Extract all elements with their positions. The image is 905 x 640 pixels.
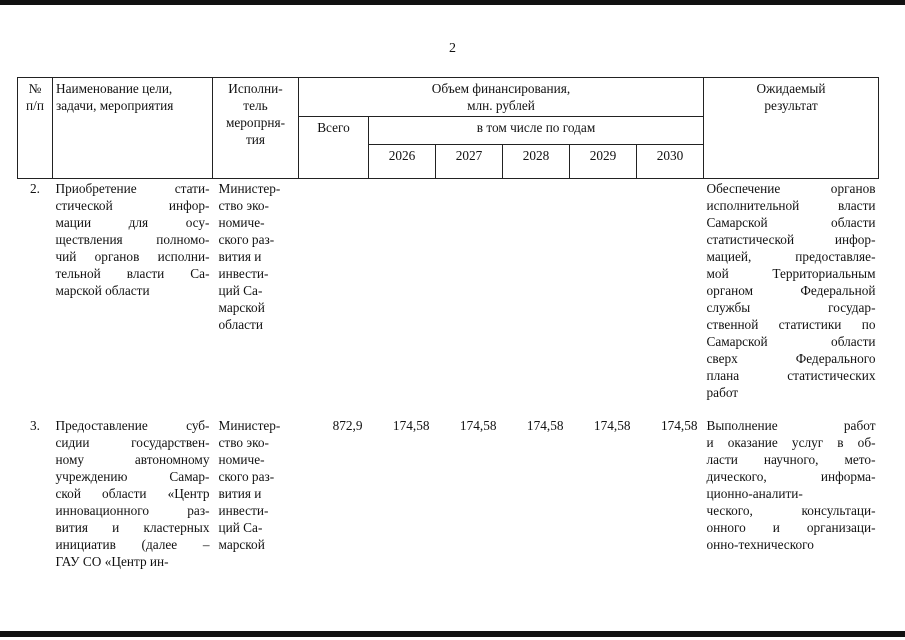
header-year: 2029 bbox=[570, 145, 637, 179]
row-year-value: 174,58 bbox=[392, 418, 430, 433]
funding-table bbox=[17, 77, 879, 570]
header-year: 2027 bbox=[436, 145, 503, 179]
header-year: 2030 bbox=[637, 145, 704, 179]
row-year-value: 174,58 bbox=[593, 418, 631, 433]
header-by-years: в том числе по годам bbox=[369, 117, 704, 145]
table-row bbox=[18, 417, 879, 570]
row-name-cell: Приобретение стати- стической инфор- мации для осу- ществления полномо- чий органов исполни- тельной власти Са- марской области bbox=[55, 181, 210, 298]
row-number: 3. bbox=[30, 418, 40, 433]
row-executor-cell: Министер- ство эко- номиче- ского раз- вития и инвести- ций Са- марской области bbox=[218, 181, 281, 332]
row-year-value bbox=[369, 179, 436, 402]
bottom-border-rule bbox=[0, 631, 905, 637]
header-result: Ожидаемый результат bbox=[704, 78, 879, 179]
top-border-rule bbox=[0, 0, 905, 5]
row-year-value bbox=[503, 179, 570, 402]
row-result-cell: Выполнение работ и оказание услуг в об- ласти научного, мето- дического, информа- ционно-аналити- ческого, консультаци- онного и организаци- онно-технического bbox=[706, 418, 876, 552]
header-total: Всего bbox=[299, 117, 369, 179]
table-row bbox=[18, 179, 879, 402]
header-funding: Объем финансирования, млн. рублей bbox=[299, 78, 704, 117]
row-spacer bbox=[18, 401, 879, 417]
row-year-value: 174,58 bbox=[660, 418, 698, 433]
row-number: 2. bbox=[30, 181, 40, 196]
header-number: № п/п bbox=[18, 78, 53, 179]
header-executor: Исполни- тель меропрня- тия bbox=[213, 78, 299, 179]
row-year-value: 174,58 bbox=[459, 418, 497, 433]
header-year: 2026 bbox=[369, 145, 436, 179]
row-result-cell: Обеспечение органов исполнительной власти Самарской области статистической инфор- мацией, предоставляе- мой Территориальным органом Федеральной службы государ- ственной статистики по Самарской области сверх Федерального плана статистических работ bbox=[706, 181, 876, 400]
row-year-value bbox=[436, 179, 503, 402]
row-executor-cell: Министер- ство эко- номиче- ского раз- вития и инвести- ций Са- марской bbox=[218, 418, 281, 552]
row-year-value: 174,58 bbox=[526, 418, 564, 433]
row-name-cell: Предоставление суб- сидии государствен- ному автономному учреждению Самар- ской области «Центр инновационного раз- вития и кластерных инициатив (далее – ГАУ СО «Центр ин- bbox=[55, 418, 210, 569]
header-year: 2028 bbox=[503, 145, 570, 179]
row-year-value bbox=[637, 179, 704, 402]
row-year-value bbox=[570, 179, 637, 402]
header-name: Наименование цели, задачи, мероприятия bbox=[53, 78, 213, 179]
page-number: 2 bbox=[449, 41, 456, 56]
row-total: 872,9 bbox=[332, 418, 363, 433]
row-total bbox=[299, 179, 369, 402]
